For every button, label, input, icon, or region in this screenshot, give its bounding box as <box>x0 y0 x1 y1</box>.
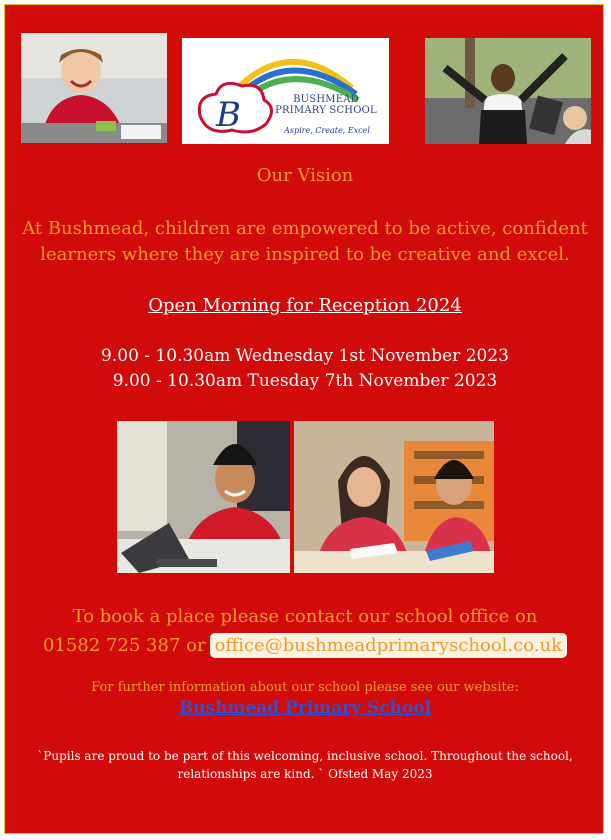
ofsted-quote: `Pupils are proud to be part of this welcoming, inclusive school. Throughout the school, relationships are kind. ` Ofsted May 2023 <box>37 749 573 781</box>
photo-girls-reading <box>294 421 494 573</box>
vision-text: At Bushmead, children are empowered to be active, confident learners where they are inspired to be creative and excel. <box>22 218 588 265</box>
photo-boy-laptop <box>117 421 290 573</box>
email-link[interactable]: office@bushmeadprimaryschool.co.uk <box>210 633 567 658</box>
logo-school-name: BUSHMEAD PRIMARY SCHOOL <box>275 94 377 116</box>
vision-title: Our Vision <box>256 165 354 186</box>
website-link[interactable]: Bushmead Primary School <box>178 698 432 718</box>
open-morning-title: Open Morning for Reception 2024 <box>148 295 462 316</box>
poster <box>4 4 604 834</box>
logo-tagline: Aspire, Create, Excel <box>284 126 370 135</box>
booking-contact-line <box>5 633 605 658</box>
open-morning-date: 9.00 - 10.30am Tuesday 7th November 2023 <box>112 371 498 391</box>
school-logo <box>182 38 389 144</box>
phone-number: 01582 725 387 or <box>43 635 206 656</box>
svg-text:B: B <box>216 95 241 135</box>
open-morning-date: 9.00 - 10.30am Wednesday 1st November 2023 <box>101 346 509 366</box>
photo-child-arms-raised <box>425 38 591 144</box>
further-info-text: For further information about our school please see our website: <box>91 680 519 695</box>
booking-text: To book a place please contact our school office on <box>72 606 538 627</box>
photo-boy-smiling <box>21 33 167 143</box>
